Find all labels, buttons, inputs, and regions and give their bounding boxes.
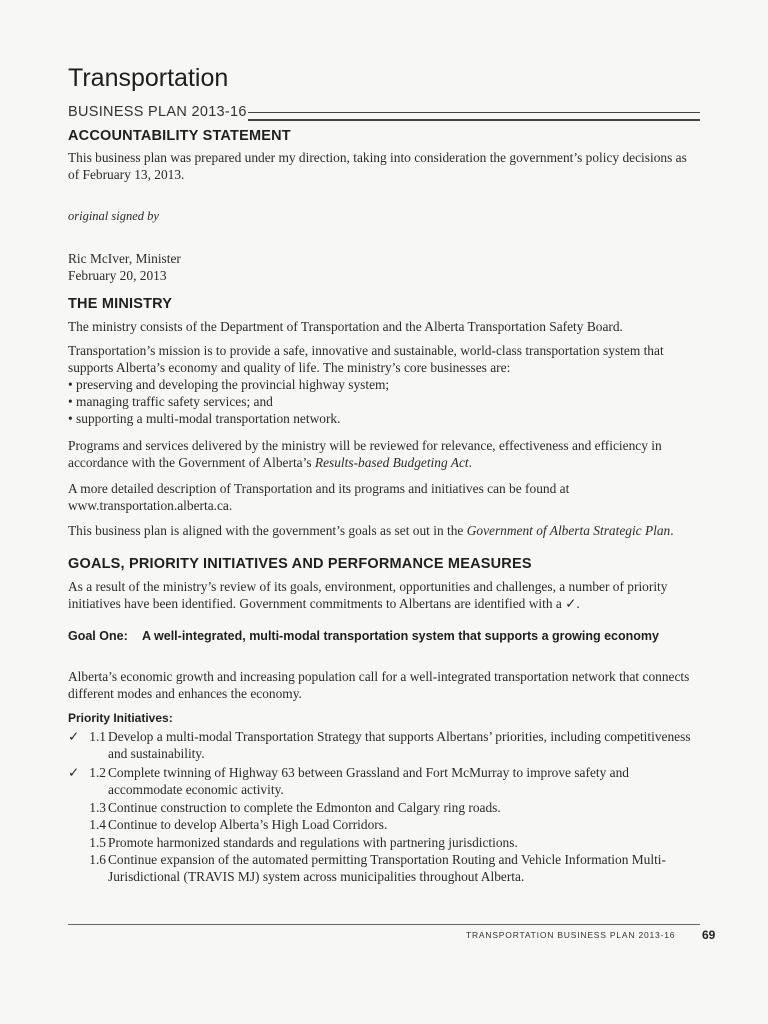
ministry-p2: Transportation’s mission is to provide a safe, innovative and sustainable, world-class transportation system that supports Alberta’s economy and quality of life. The ministry’s core businesses are: [68, 343, 664, 376]
initiative-text: Complete twinning of Highway 63 between Grassland and Fort McMurray to improve safety and accommodate economic activity. [108, 765, 630, 798]
accountability-heading: ACCOUNTABILITY STATEMENT [68, 128, 291, 144]
ministry-p5-end: . [670, 523, 674, 538]
signed-date: February 20, 2013 [68, 268, 167, 283]
goal-one-text: Alberta’s economic growth and increasing population call for a well-integrated transportation network that connects different modes and enhances the economy. [68, 669, 690, 702]
list-item [68, 764, 700, 798]
goal-one-heading [68, 628, 700, 660]
subtitle-row [68, 104, 700, 124]
page-title: Transportation [68, 64, 229, 92]
ministry-p3-text: Programs and services delivered by the ministry will be reviewed for relevance, effectiveness and efficiency in accordance with the Government of Alberta’s [68, 438, 662, 471]
initiative-text: Promote harmonized standards and regulations with partnering jurisdictions. [108, 835, 518, 850]
list-item [68, 799, 700, 816]
header-rule [248, 112, 700, 121]
initiative-number: 1.5 [89, 835, 106, 850]
core-business-list [68, 376, 700, 428]
list-item [68, 851, 700, 885]
accountability-text: This business plan was prepared under my direction, taking into consideration the government’s policy decisions as of February 13, 2013. [68, 150, 687, 183]
goal-one-label: Goal One: [68, 629, 128, 643]
list-item [68, 728, 700, 762]
ministry-p1: The ministry consists of the Department of Transportation and the Alberta Transportation Safety Board. [68, 319, 623, 334]
list-item [68, 834, 700, 851]
subtitle: BUSINESS PLAN 2013-16 [68, 104, 247, 120]
signer-name: Ric McIver, Minister [68, 251, 181, 266]
list-item: • managing traffic safety services; and [68, 394, 273, 410]
ministry-p5 [68, 522, 700, 539]
initiative-text: Continue expansion of the automated permitting Transportation Routing and Vehicle Information Multi-Jurisdictional (TRAVIS MJ) system across municipalities throughout Alberta. [108, 852, 666, 885]
goals-heading: GOALS, PRIORITY INITIATIVES AND PERFORMANCE MEASURES [68, 556, 532, 572]
checkmark-icon: ✓ [68, 765, 80, 780]
priority-initiatives-label: Priority Initiatives: [68, 711, 173, 725]
initiative-number: 1.6 [89, 852, 106, 867]
goal-one-title: A well-integrated, multi-modal transportation system that supports a growing economy [142, 629, 659, 643]
initiative-text: Continue construction to complete the Edmonton and Calgary ring roads. [108, 800, 501, 815]
ministry-p5-text: This business plan is aligned with the government’s goals as set out in the [68, 523, 467, 538]
strategic-plan-title: Government of Alberta Strategic Plan [466, 523, 671, 538]
list-item [68, 816, 700, 833]
results-based-budgeting-act: Results-based Budgeting Act [314, 455, 469, 471]
footer-rule [68, 924, 700, 925]
goals-intro: As a result of the ministry’s review of its goals, environment, opportunities and challenges, a number of priority initiatives have been identified. Government commitments to Albertans are identified with a ✓. [68, 579, 668, 612]
initiative-number: 1.3 [89, 800, 106, 815]
initiative-number: 1.1 [89, 729, 106, 744]
initiative-number: 1.2 [89, 765, 106, 780]
initiative-number: 1.4 [89, 817, 106, 832]
initiative-text: Continue to develop Alberta’s High Load Corridors. [108, 817, 388, 832]
signature-note: original signed by [68, 209, 159, 223]
checkmark-icon: ✓ [68, 729, 80, 744]
ministry-p3 [68, 437, 700, 471]
list-item: • preserving and developing the provincial highway system; [68, 377, 390, 392]
list-item: • supporting a multi-modal transportation network. [68, 411, 341, 427]
ministry-p3-end: . [468, 455, 472, 471]
ministry-heading: THE MINISTRY [68, 296, 173, 312]
page-number: 69 [702, 928, 716, 942]
initiative-text: Develop a multi-modal Transportation Strategy that supports Albertans’ priorities, including competitiveness and sustainability. [108, 729, 691, 762]
footer-text: TRANSPORTATION BUSINESS PLAN 2013-16 [466, 930, 676, 940]
ministry-p4: A more detailed description of Transportation and its programs and initiatives can be found at www.transportation.alberta.ca. [68, 481, 570, 514]
